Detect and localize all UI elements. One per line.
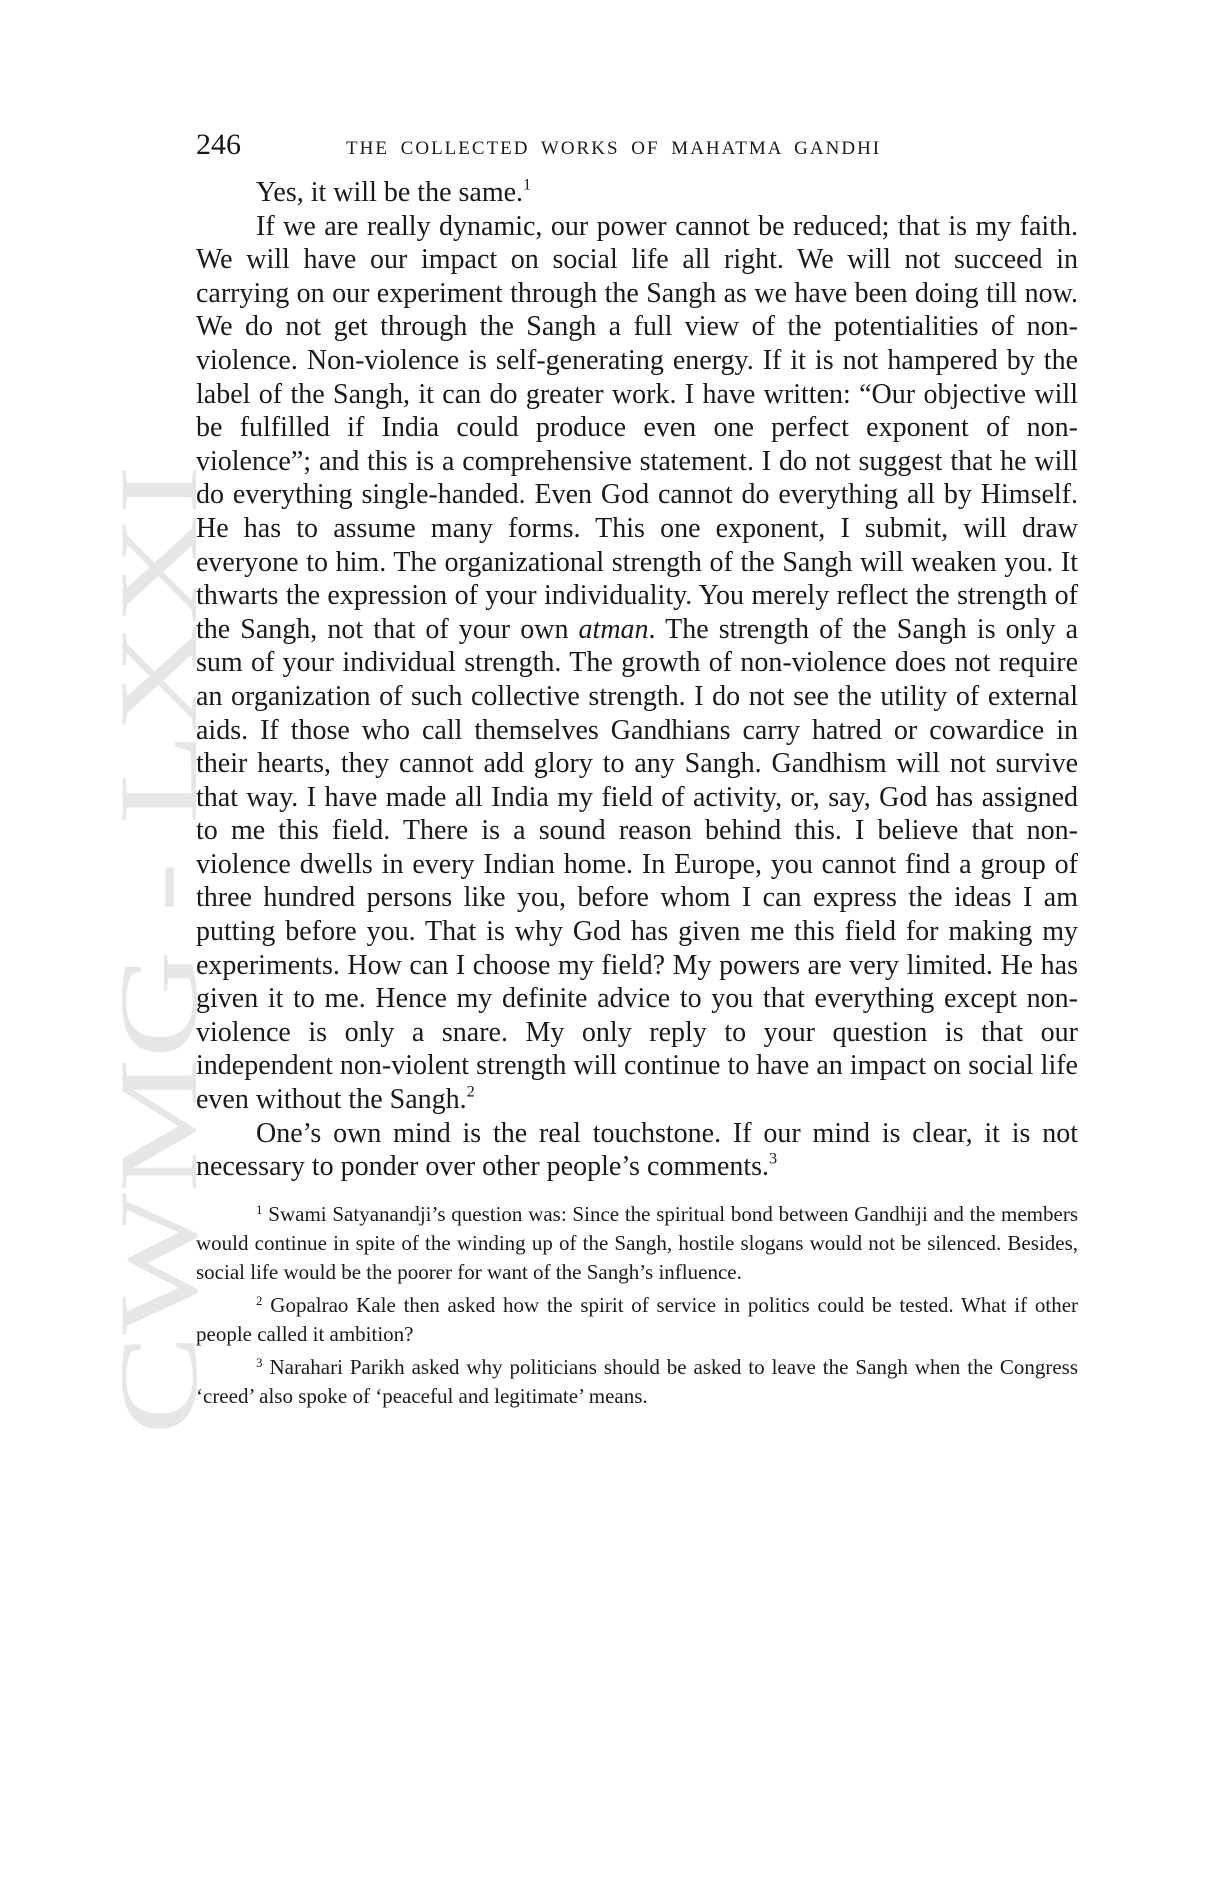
page	[196, 128, 1078, 1415]
paragraph-1	[196, 176, 1078, 210]
footnote-text: Narahari Parikh asked why politicians should be asked to leave the Sangh when the Congress ‘creed’ also spoke of ‘peaceful and legitimate’ means.	[196, 1354, 1078, 1408]
body-text	[196, 176, 1078, 1184]
running-title: THE COLLECTED WORKS OF MAHATMA GANDHI	[346, 138, 882, 159]
watermark-text: CWMG - LXXI	[97, 713, 221, 1435]
paragraph-2-text-b: . The strength of the Sangh is only a sum of your individual strength. The growth of non-violence does not require an organization of such collective strength. I do not see the utility of external aids. If those who call themselves Gandhians carry hatred or cowardice in their hearts, they cannot add glory to any Sangh. Gandhism will not survive that way. I have made all India my field of activity, or, say, God has assigned to me this field. There is a sound reason behind this. I believe that non-violence dwells in every Indian home. In Europe, you cannot find a group of three hundred persons like you, before whom I can express the ideas I am putting before you. That is why God has given me this field for making my experiments. How can I choose my field? My powers are very limited. He has given it to me. Hence my definite advice to you that everything except non-violence is only a snare. My only reply to your question is that our independent non-violent strength will continue to have an impact on social life even without the Sangh.	[196, 613, 1078, 1116]
footnote-marker: 3	[256, 1354, 263, 1370]
paragraph-2-italic: atman	[578, 613, 649, 645]
footnotes	[196, 1200, 1078, 1411]
footnote-ref-2: 2	[466, 1082, 475, 1101]
paragraph-2	[196, 210, 1078, 1117]
footnote-3	[196, 1353, 1078, 1411]
footnote-ref-3: 3	[769, 1149, 778, 1168]
paragraph-1-text: Yes, it will be the same.	[256, 177, 524, 208]
footnote-marker: 2	[256, 1292, 263, 1308]
paragraph-3	[196, 1117, 1078, 1184]
footnote-text: Gopalrao Kale then asked how the spirit of service in politics could be tested. What if other people called it ambition?	[196, 1292, 1079, 1346]
footnote-text: Swami Satyanandji’s question was: Since the spiritual bond between Gandhiji and the members would continue in spite of the winding up of the Sangh, hostile slogans would not be silenced. Besides, social life would be the poorer for want of the Sangh’s influence.	[196, 1201, 1079, 1284]
footnote-marker: 1	[256, 1201, 263, 1217]
footnote-2	[196, 1291, 1078, 1349]
page-number: 246	[196, 128, 241, 161]
paragraph-3-text: One’s own mind is the real touchstone. If our mind is clear, it is not necessary to ponder over other people’s comments.	[196, 1117, 1078, 1183]
footnote-1	[196, 1200, 1078, 1287]
footnote-ref-1: 1	[523, 175, 532, 194]
page-header	[196, 128, 1078, 172]
paragraph-2-text-a: If we are really dynamic, our power cannot be reduced; that is my faith. We will have our impact on social life all right. We will not succeed in carrying on our experiment through the Sangh as we have been doing till now. We do not get through the Sangh a full view of the potentialities of non-violence. Non-violence is self-generating energy. If it is not hampered by the label of the Sangh, it can do greater work. I have written: “Our objective will be fulfilled if India could produce even one perfect exponent of non-violence”; and this is a comprehensive statement. I do not suggest that he will do everything single-handed. Even God cannot do everything all by Himself. He has to assume many forms. This one exponent, I submit, will draw everyone to him. The organizational strength of the Sangh will weaken you. It thwarts the expression of your individuality. You merely reflect the strength of the Sangh, not that of your own	[196, 210, 1078, 645]
